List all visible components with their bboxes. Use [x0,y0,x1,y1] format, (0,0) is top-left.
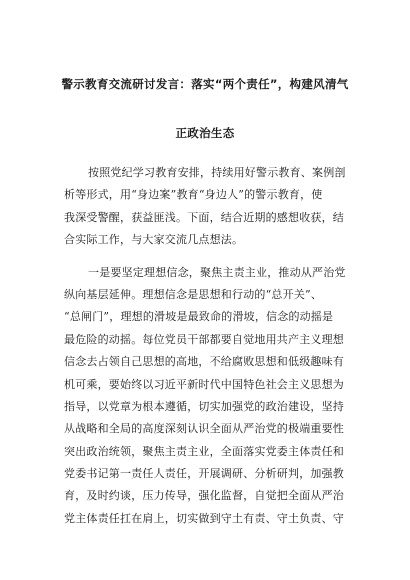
paragraph-line: 指导，以党章为根本遵循，切实加强党的政治建设，坚持 [64,399,344,413]
paragraph-1 [64,162,352,252]
paragraph-2 [64,262,352,531]
paragraph-line: 一是要坚定理想信念，聚焦主责主业，推动从严治党 [88,265,346,279]
paragraph-line: 育，及时约谈，压力传导，强化监督，自觉把全面从严治 [64,489,344,503]
paragraph-gap [64,252,352,262]
document-title-line-1: 警示教育交流研讨发言：落实“两个责任”，构建风清气 [61,77,349,91]
paragraph-line: 党委书记第一责任人责任，开展调研、分析研判，加强教 [64,467,344,481]
paragraph-line: 合实际工作，与大家交流几点想法。 [64,233,244,247]
paragraph-line: 党主体责任扛在肩上，切实做到守土有责、守土负责、守 [64,511,344,525]
paragraph-line: 突出政治统领，聚焦主责主业，全面落实党委主体责任和 [64,444,344,458]
paragraph-line: 我深受警醒，获益匪浅。下面，结合近期的感想收获，结 [64,210,344,224]
document-body [64,162,352,530]
paragraph-line: 最危险的动摇。每位党员干部都要自觉地用共产主义理想 [64,332,344,346]
paragraph-line: 机可乘，要始终以习近平新时代中国特色社会主义思想为 [64,377,344,391]
paragraph-line: 从战略和全局的高度深刻认识全面从严治党的极端重要性 [64,422,344,436]
document-title-line-2: 正政治生态 [175,126,235,140]
paragraph-line: 纵向基层延伸。理想信念是思想和行动的“总开关”、 [64,287,323,301]
paragraph-line: 析等形式，用“身边案”教育“身边人”的警示教育，使 [64,188,323,202]
paragraph-line: “总闸门”，理想的滑坡是最致命的滑坡，信念的动摇是 [64,310,334,324]
paragraph-line: 信念去占领自己思想的高地，不给腐败思想和低级趣味有 [64,355,344,369]
paragraph-line: 按照党纪学习教育安排，持续用好警示教育、案例剖 [88,166,346,179]
